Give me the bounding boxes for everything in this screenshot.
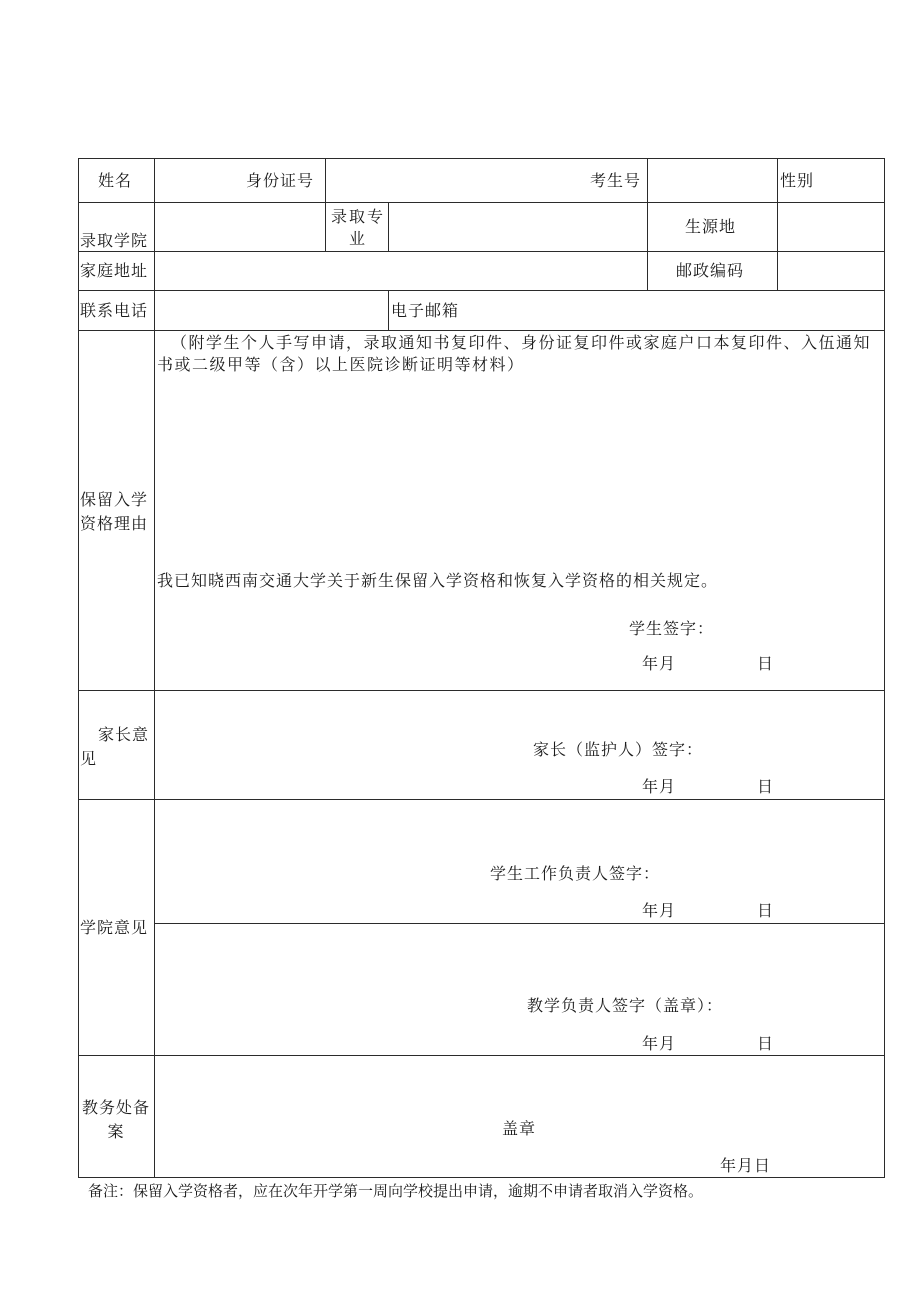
- student-sign-date-ym: 年月: [642, 654, 677, 673]
- student-signature-label: 学生签字：: [629, 619, 715, 638]
- row-divider: [78, 202, 885, 203]
- phone-label: 联系电话: [80, 301, 149, 320]
- row-divider: [78, 251, 885, 252]
- cell-divider: [325, 158, 326, 202]
- row-divider: [78, 799, 885, 800]
- college-label: 录取学院: [80, 231, 149, 250]
- postcode-label: 邮政编码: [676, 261, 745, 280]
- college-opinion-label: 学院意见: [80, 918, 149, 937]
- teaching-date-d: 日: [757, 1034, 775, 1053]
- row-divider: [78, 1055, 885, 1056]
- student-sign-date-d: 日: [757, 654, 775, 673]
- registrar-filing-label: 教务处备案: [81, 1098, 150, 1141]
- cell-divider: [777, 202, 778, 251]
- teaching-date-ym: 年月: [642, 1034, 677, 1053]
- cell-divider: [388, 202, 389, 251]
- name-label: 姓名: [98, 171, 133, 190]
- email-label: 电子邮箱: [391, 301, 460, 320]
- row-divider: [154, 923, 885, 924]
- major-label: 录取专业: [330, 207, 385, 248]
- exam-number-label: 考生号: [590, 171, 642, 190]
- cell-divider: [777, 251, 778, 290]
- student-affairs-date-d: 日: [757, 901, 775, 920]
- gender-label: 性别: [780, 171, 815, 190]
- footnote: 备注：保留入学资格者，应在次年开学第一周向学校提出申请，逾期不申请者取消入学资格。: [88, 1182, 704, 1200]
- reason-label: 保留入学资格理由: [80, 490, 149, 533]
- cell-divider: [388, 290, 389, 330]
- seal-label: 盖章: [502, 1119, 537, 1138]
- table-border-bottom: [78, 1177, 885, 1178]
- table-border-top: [78, 158, 885, 159]
- regulation-statement: 我已知晓西南交通大学关于新生保留入学资格和恢复入学资格的相关规定。: [157, 571, 719, 590]
- cell-divider: [777, 158, 778, 202]
- teaching-signature-label: 教学负责人签字（盖章）：: [527, 996, 724, 1015]
- cell-divider: [325, 202, 326, 251]
- parent-signature-label: 家长（监护人）签字：: [533, 740, 704, 759]
- registrar-date: 年月日: [720, 1156, 772, 1175]
- table-border-left: [78, 158, 79, 1178]
- student-affairs-date-ym: 年月: [642, 901, 677, 920]
- origin-label: 生源地: [685, 217, 737, 236]
- row-divider: [78, 290, 885, 291]
- row-divider: [78, 330, 885, 331]
- attachment-note: （附学生个人手写申请，录取通知书复印件、身份证复印件或家庭户口本复印件、入伍通知书或二级甲等（含）以上医院诊断证明等材料）: [157, 333, 872, 374]
- cell-divider: [647, 251, 648, 290]
- cell-divider: [647, 202, 648, 251]
- parent-opinion-label: 家长意见: [80, 725, 150, 768]
- parent-sign-date-d: 日: [757, 777, 775, 796]
- row-divider: [78, 690, 885, 691]
- address-label: 家庭地址: [80, 261, 149, 280]
- student-affairs-signature-label: 学生工作负责人签字：: [490, 864, 661, 883]
- parent-sign-date-ym: 年月: [642, 777, 677, 796]
- id-number-label: 身份证号: [246, 171, 315, 190]
- cell-divider: [647, 158, 648, 202]
- label-column-divider: [154, 158, 155, 1178]
- table-border-right: [884, 158, 885, 1178]
